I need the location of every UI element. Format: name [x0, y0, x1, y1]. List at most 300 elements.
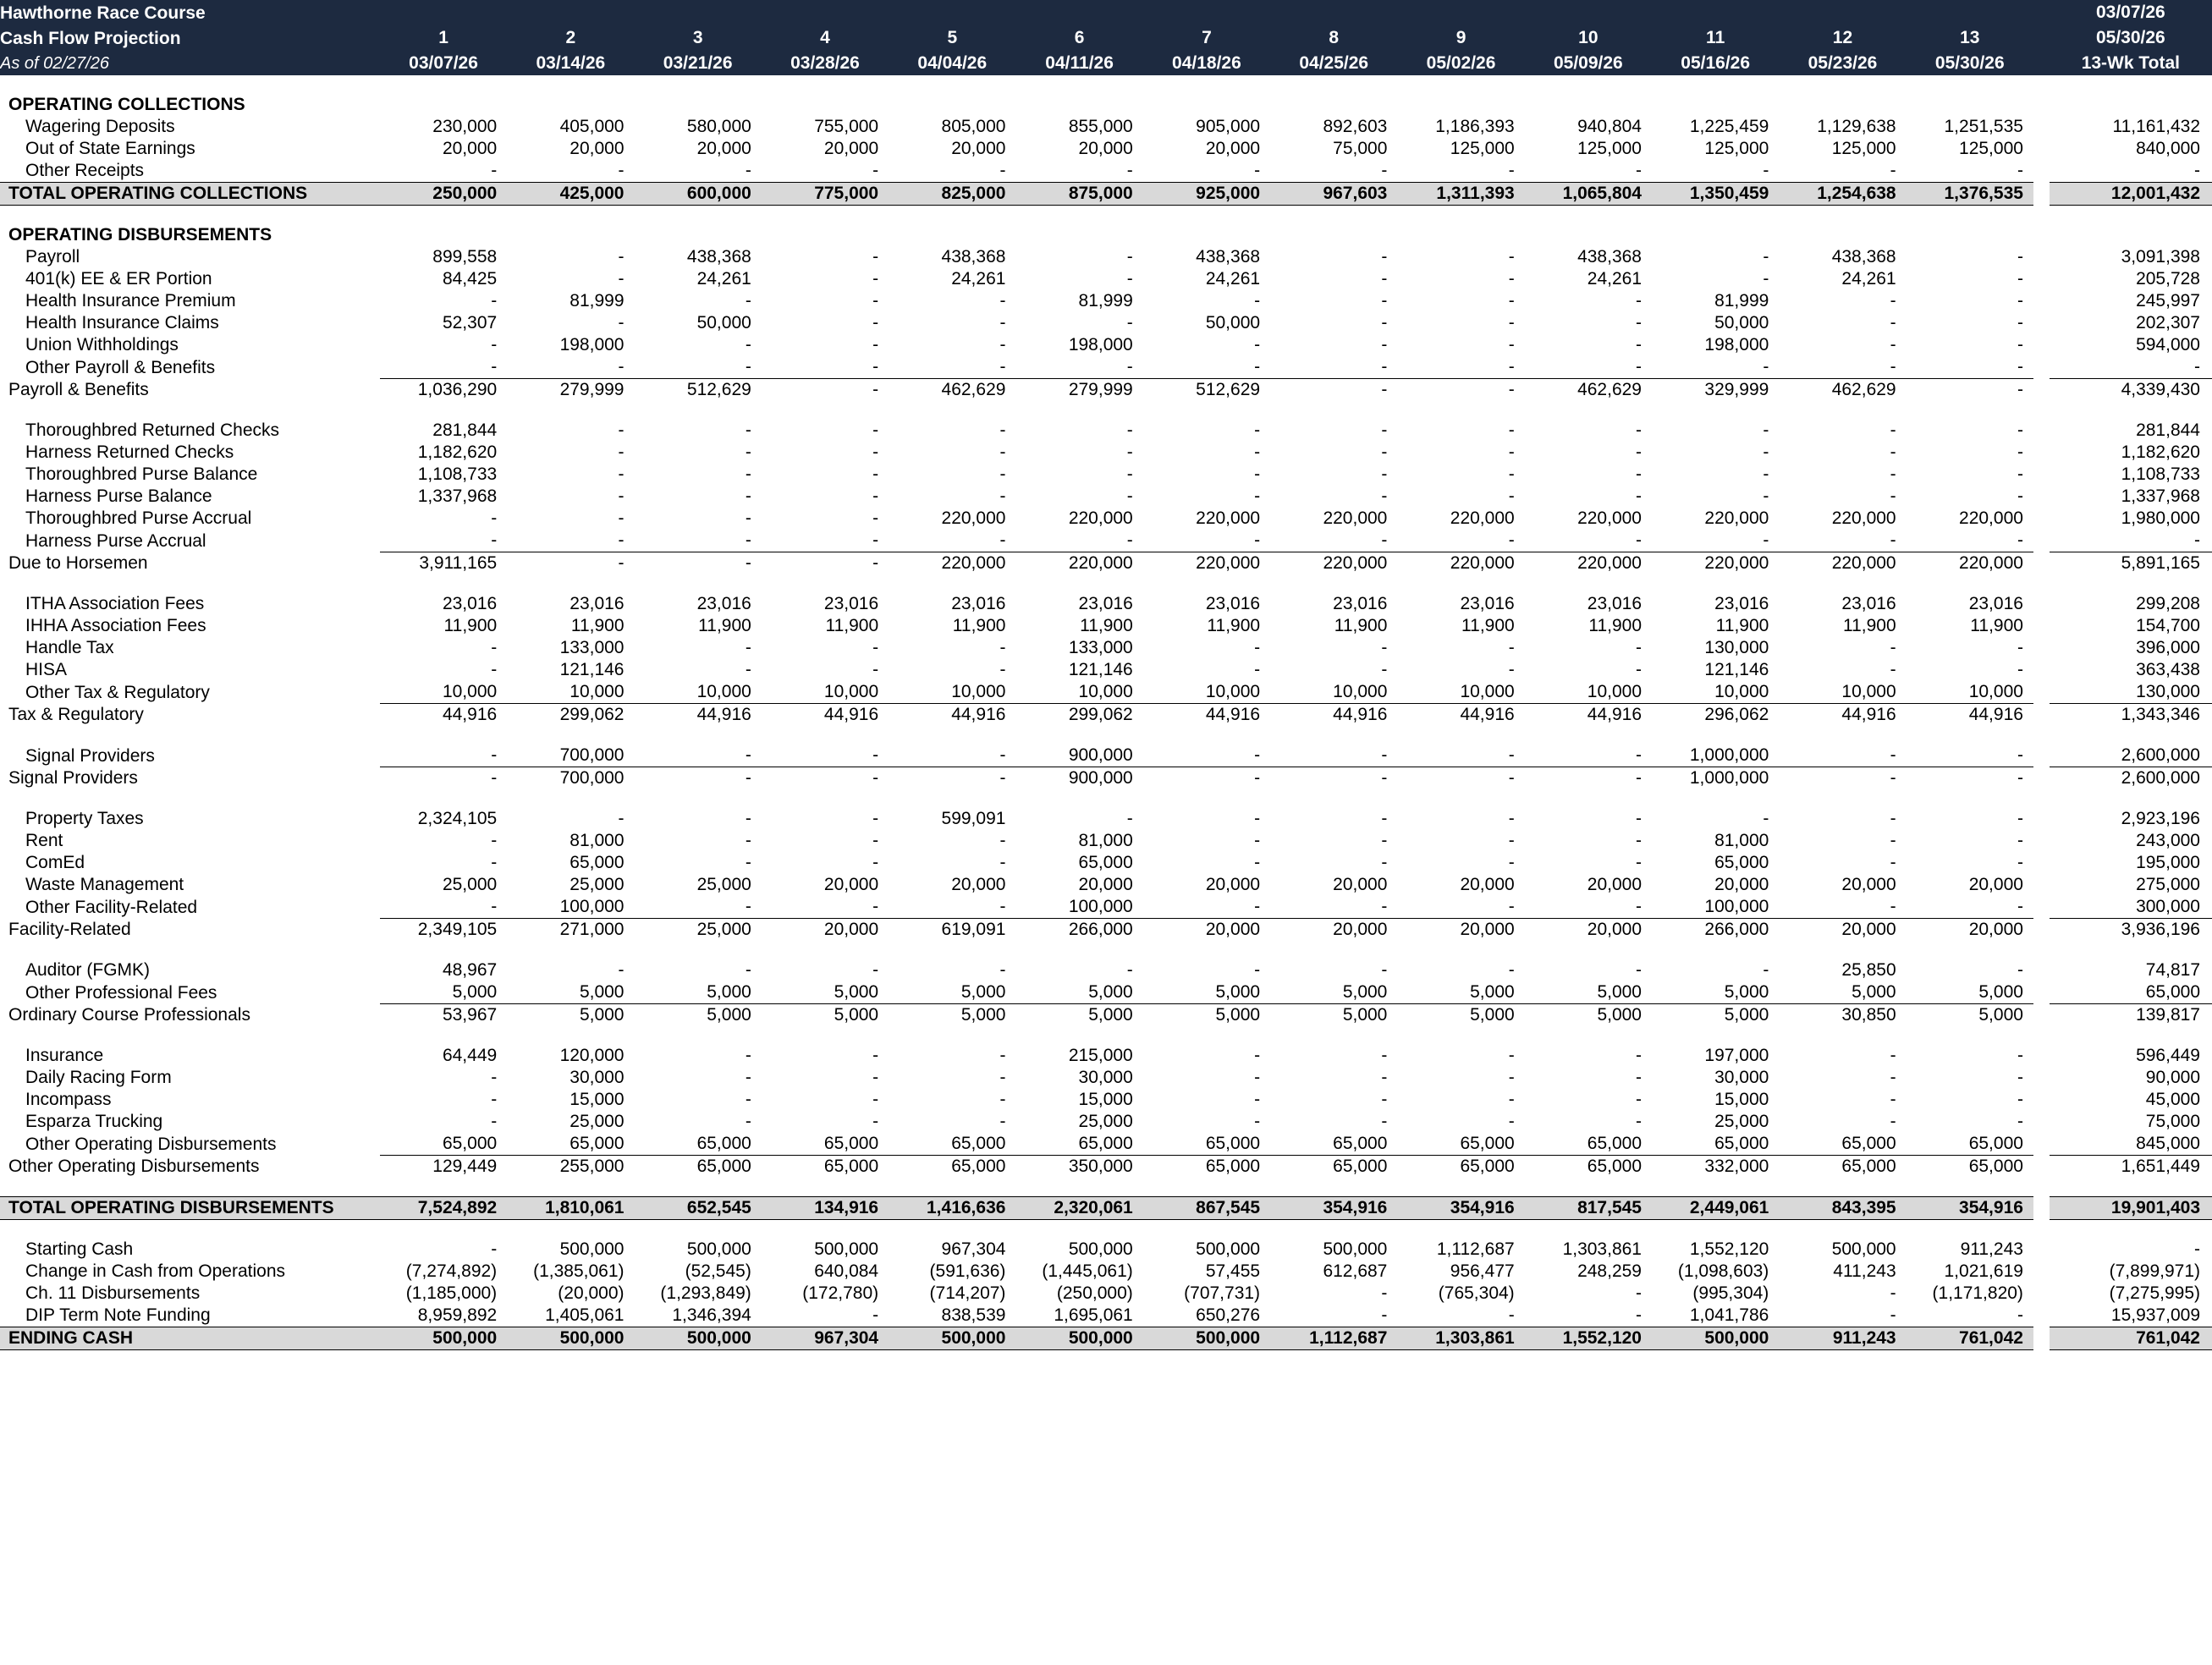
cell: 1,021,619: [1944, 1261, 2023, 1282]
table-row: [0, 959, 2212, 981]
column-header-7: [1143, 0, 1270, 75]
cell: -: [999, 486, 1006, 507]
cell: 875,000: [1015, 183, 1142, 206]
row-total: 139,817: [2050, 1004, 2212, 1027]
entity-name: Hawthorne Race Course: [0, 3, 206, 24]
cell: 825,000: [889, 183, 1015, 206]
cell: 220,000: [1068, 508, 1133, 529]
cell: 911,243: [1779, 1327, 1906, 1350]
table-row: [0, 593, 2212, 615]
cell: -: [2017, 1112, 2023, 1132]
cell: 761,042: [1907, 1327, 2033, 1350]
cell: 48,967: [442, 960, 498, 981]
cell: 1,810,061: [507, 1197, 634, 1220]
row-label: Esparza Trucking: [25, 1112, 163, 1132]
cell: -: [999, 638, 1006, 658]
row-label: ENDING CASH: [0, 1327, 380, 1350]
cell: -: [1763, 357, 1769, 377]
column-header-11: [1652, 0, 1779, 75]
column-header-3: [635, 0, 762, 75]
cell: (1,385,061): [533, 1261, 625, 1282]
cell: 5,000: [1015, 1004, 1142, 1027]
cell: 220,000: [1015, 552, 1142, 575]
row-total: -: [2194, 1239, 2200, 1260]
cell: -: [1508, 1112, 1515, 1132]
cell: -: [380, 767, 507, 790]
cell: 100,000: [1704, 897, 1769, 917]
table-row: [0, 681, 2212, 704]
cell: -: [1381, 442, 1388, 463]
cell: -: [1890, 420, 1896, 441]
row-total: 281,844: [2136, 420, 2200, 441]
cell: 350,000: [1015, 1156, 1142, 1179]
cell: -: [1381, 897, 1388, 917]
cell: -: [491, 897, 498, 917]
cell: 121,146: [1704, 660, 1769, 680]
cell: -: [872, 660, 879, 680]
cell: -: [745, 638, 751, 658]
cell: 10,000: [570, 682, 625, 702]
row-label: Starting Cash: [25, 1239, 134, 1260]
row-label: Harness Purse Balance: [25, 486, 212, 507]
cell: -: [1254, 291, 1261, 311]
header-gap: [2033, 0, 2050, 75]
cell: 215,000: [1068, 1046, 1133, 1066]
column-header-2: [507, 0, 634, 75]
cell: -: [1126, 313, 1133, 333]
cell: 1,552,120: [1525, 1327, 1652, 1350]
row-total: 11,161,432: [2112, 117, 2200, 137]
cell: 230,000: [432, 117, 498, 137]
spacer-row: [0, 574, 2212, 593]
cell: 512,629: [1143, 379, 1270, 402]
table-row: [0, 745, 2212, 767]
cell: 50,000: [1205, 313, 1261, 333]
cell: -: [1126, 486, 1133, 507]
table-row: [0, 486, 2212, 508]
cell: 619,091: [889, 919, 1015, 942]
cell: 512,629: [635, 379, 762, 402]
cell: 25,000: [570, 875, 625, 895]
cell: 44,916: [1397, 704, 1524, 727]
cell: 500,000: [635, 1327, 762, 1350]
cell: -: [745, 660, 751, 680]
cell: 20,000: [1841, 875, 1896, 895]
cell: 2,324,105: [417, 809, 498, 829]
row-label: Harness Returned Checks: [25, 442, 234, 463]
cell: 81,000: [1078, 831, 1133, 851]
cell: 11,900: [1715, 616, 1769, 636]
cell: 1,000,000: [1689, 745, 1769, 766]
cell: -: [2017, 313, 2023, 333]
cell: -: [872, 1090, 879, 1110]
column-number: 6: [1074, 27, 1085, 47]
cell: 65,000: [1587, 1134, 1642, 1154]
table-row: [0, 160, 2212, 183]
row-total: 202,307: [2136, 313, 2200, 333]
cell: 5,000: [1215, 982, 1261, 1003]
column-number: 7: [1202, 27, 1212, 47]
cell: -: [1636, 464, 1642, 485]
cell: (250,000): [1056, 1283, 1133, 1304]
cell: -: [1636, 530, 1642, 551]
cell: 24,261: [696, 269, 751, 289]
column-number: 5: [947, 27, 958, 47]
cell: 1,186,393: [1435, 117, 1515, 137]
cell: -: [872, 247, 879, 267]
cell: 805,000: [941, 117, 1006, 137]
cell: -: [1381, 291, 1388, 311]
cell: 580,000: [686, 117, 751, 137]
row-total: 5,891,165: [2050, 552, 2212, 575]
cell: 967,304: [941, 1239, 1006, 1260]
cell: -: [872, 269, 879, 289]
cell: 30,000: [570, 1068, 625, 1088]
cell: 125,000: [1450, 139, 1515, 159]
cell: -: [1508, 464, 1515, 485]
cell: 899,558: [432, 247, 498, 267]
cell: -: [1508, 442, 1515, 463]
cell: -: [1381, 1112, 1388, 1132]
cell: 8,959,892: [417, 1305, 498, 1326]
cell: -: [491, 161, 498, 181]
cell: 65,000: [442, 1134, 498, 1154]
cell: 20,000: [1587, 875, 1642, 895]
cell: -: [1254, 464, 1261, 485]
cell: -: [1907, 767, 2033, 790]
cell: 220,000: [1143, 552, 1270, 575]
cell: -: [1763, 269, 1769, 289]
cell: 125,000: [1577, 139, 1642, 159]
column-header-10: [1525, 0, 1652, 75]
column-date: 03/07/26: [409, 52, 478, 73]
row-label: TOTAL OPERATING DISBURSEMENTS: [0, 1197, 380, 1220]
cell: 911,243: [1960, 1239, 2023, 1260]
column-number: 13: [1960, 27, 1980, 47]
cell: -: [762, 767, 889, 790]
table-row: [0, 981, 2212, 1004]
cell: -: [745, 442, 751, 463]
cell: 220,000: [1704, 508, 1769, 529]
cell: -: [1890, 809, 1896, 829]
cell: 25,000: [1078, 1112, 1133, 1132]
cell: -: [1381, 357, 1388, 377]
column-header-8: [1270, 0, 1397, 75]
cell: 25,000: [442, 875, 498, 895]
cell: -: [999, 291, 1006, 311]
cell: -: [1636, 1068, 1642, 1088]
cell: -: [1890, 357, 1896, 377]
cell: -: [745, 357, 751, 377]
cell: -: [872, 313, 879, 333]
cell: -: [1508, 1305, 1515, 1326]
cell: 20,000: [1078, 139, 1133, 159]
cell: 65,000: [696, 1134, 751, 1154]
cell: 1,337,968: [417, 486, 498, 507]
cell: 281,844: [432, 420, 498, 441]
cell: 5,000: [889, 1004, 1015, 1027]
cell: -: [1381, 313, 1388, 333]
cell: 10,000: [1968, 682, 2023, 702]
cell: -: [1381, 486, 1388, 507]
cell: 940,804: [1577, 117, 1642, 137]
cell: 125,000: [1959, 139, 2023, 159]
cell: -: [2017, 1046, 2023, 1066]
cell: 65,000: [1333, 1134, 1388, 1154]
cell: 5,000: [1652, 1004, 1779, 1027]
row-total: 154,700: [2136, 616, 2200, 636]
cell: -: [1636, 853, 1642, 873]
cell: (1,098,603): [1677, 1261, 1769, 1282]
cell: -: [872, 335, 879, 355]
cell: 133,000: [1068, 638, 1133, 658]
cell: 5,000: [1342, 982, 1388, 1003]
cell: -: [618, 269, 625, 289]
cell: 612,687: [1323, 1261, 1388, 1282]
row-label: Wagering Deposits: [25, 117, 175, 137]
cell: -: [872, 745, 879, 766]
cell: -: [618, 357, 625, 377]
cell: -: [491, 357, 498, 377]
cell: 650,276: [1196, 1305, 1261, 1326]
column-header-12: [1779, 0, 1906, 75]
cell: -: [872, 291, 879, 311]
cell: -: [1763, 530, 1769, 551]
cell: 5,000: [1397, 1004, 1524, 1027]
cell: 500,000: [1196, 1239, 1261, 1260]
cell: 775,000: [762, 183, 889, 206]
cell: 5,000: [1724, 982, 1769, 1003]
cell: -: [1381, 1283, 1388, 1304]
cell: 2,349,105: [380, 919, 507, 942]
cell: 462,629: [1779, 379, 1906, 402]
cell: -: [1890, 161, 1896, 181]
column-header-6: [1015, 0, 1142, 75]
cell: -: [1270, 379, 1397, 402]
table-row: [0, 138, 2212, 160]
cell: 121,146: [559, 660, 625, 680]
cell: -: [618, 313, 625, 333]
cell: 65,000: [570, 1134, 625, 1154]
row-total: 396,000: [2136, 638, 2200, 658]
cell: 500,000: [686, 1239, 751, 1260]
cell: 10,000: [1587, 682, 1642, 702]
section-heading-operating-collections: [0, 94, 2212, 116]
spacer-row: [0, 75, 2212, 94]
cell: -: [872, 357, 879, 377]
cell: 1,129,638: [1817, 117, 1896, 137]
cell: 817,545: [1525, 1197, 1652, 1220]
cell: -: [491, 638, 498, 658]
cell: 1,000,000: [1652, 767, 1779, 790]
cell: 84,425: [442, 269, 498, 289]
cell: -: [872, 831, 879, 851]
cell: 198,000: [559, 335, 625, 355]
row-total: 1,651,449: [2050, 1156, 2212, 1179]
cell: 1,254,638: [1779, 183, 1906, 206]
cell: 500,000: [1652, 1327, 1779, 1350]
cell: -: [1397, 379, 1524, 402]
cell: 271,000: [507, 919, 634, 942]
cell: -: [1381, 960, 1388, 981]
cell: 25,000: [696, 875, 751, 895]
cell: -: [999, 530, 1006, 551]
cell: -: [1126, 464, 1133, 485]
row-total: 3,936,196: [2050, 919, 2212, 942]
cell: 1,695,061: [1054, 1305, 1133, 1326]
cell: 1,108,733: [417, 464, 498, 485]
row-label: Other Facility-Related: [25, 897, 198, 917]
cell: -: [491, 1112, 498, 1132]
cell: 5,000: [960, 982, 1006, 1003]
cell: -: [1254, 530, 1261, 551]
row-total: 1,182,620: [2121, 442, 2200, 463]
cell: 500,000: [507, 1327, 634, 1350]
section-title: OPERATING COLLECTIONS: [8, 95, 245, 115]
row-total: 19,901,403: [2050, 1197, 2212, 1220]
cell: 20,000: [1205, 139, 1261, 159]
cell: 65,000: [1525, 1156, 1652, 1179]
total-operating-collections-row: [0, 183, 2212, 206]
cell: 20,000: [1270, 919, 1397, 942]
cell: 23,016: [1587, 594, 1642, 614]
cell: -: [2017, 960, 2023, 981]
cell: -: [745, 335, 751, 355]
cell: 411,243: [1833, 1261, 1896, 1282]
cell: 100,000: [559, 897, 625, 917]
cell: 220,000: [1270, 552, 1397, 575]
cell: -: [491, 335, 498, 355]
total-label: 13-Wk Total: [2081, 52, 2180, 73]
cell: 81,000: [570, 831, 625, 851]
cell: 23,016: [823, 594, 879, 614]
cell: -: [2017, 1090, 2023, 1110]
cell: 44,916: [1270, 704, 1397, 727]
cell: -: [2017, 357, 2023, 377]
cell: -: [1508, 291, 1515, 311]
total-start-date: 03/07/26: [2095, 3, 2165, 22]
row-label: Ch. 11 Disbursements: [25, 1283, 201, 1304]
cell: 220,000: [941, 508, 1006, 529]
cell: 20,000: [1078, 875, 1133, 895]
cell: -: [1890, 660, 1896, 680]
cell: 23,016: [1333, 594, 1388, 614]
cell: -: [1508, 809, 1515, 829]
cell: 279,999: [1015, 379, 1142, 402]
column-number: 8: [1329, 27, 1340, 47]
cell: -: [1907, 379, 2033, 402]
cell: 220,000: [1652, 552, 1779, 575]
cell: 75,000: [1333, 139, 1388, 159]
cell: 967,603: [1270, 183, 1397, 206]
cell: 15,000: [570, 1090, 625, 1110]
cell: 220,000: [1196, 508, 1261, 529]
cell: -: [1254, 442, 1261, 463]
cell: 1,225,459: [1689, 117, 1769, 137]
cell: -: [1636, 1112, 1642, 1132]
cell: -: [999, 313, 1006, 333]
cell: -: [491, 853, 498, 873]
cell: -: [618, 508, 625, 529]
cell: -: [2017, 442, 2023, 463]
cell: 354,916: [1907, 1197, 2033, 1220]
row-label: Signal Providers: [25, 745, 155, 766]
row-label: Handle Tax: [25, 638, 114, 658]
table-row: [0, 442, 2212, 464]
row-label: Other Professional Fees: [25, 982, 217, 1003]
cell: -: [745, 464, 751, 485]
cell: 30,000: [1714, 1068, 1769, 1088]
row-total: 3,091,398: [2121, 247, 2200, 267]
cell: 197,000: [1704, 1046, 1769, 1066]
cell: -: [2017, 809, 2023, 829]
total-end-date: 05/30/26: [2095, 27, 2165, 47]
cell: -: [1763, 486, 1769, 507]
cell: 10,000: [1460, 682, 1515, 702]
cell: 20,000: [823, 139, 879, 159]
cell: 11,900: [698, 616, 751, 636]
cell: -: [1254, 1046, 1261, 1066]
cell: 20,000: [696, 139, 751, 159]
cell: -: [1126, 247, 1133, 267]
cell: -: [1254, 1090, 1261, 1110]
cell: -: [999, 464, 1006, 485]
cell: -: [1508, 831, 1515, 851]
cell: -: [1508, 486, 1515, 507]
cell: 10,000: [696, 682, 751, 702]
cell: 838,539: [941, 1305, 1006, 1326]
column-date: 03/28/26: [790, 52, 860, 73]
table-row: [0, 615, 2212, 637]
cell: 65,000: [1460, 1134, 1515, 1154]
cell: 133,000: [559, 638, 625, 658]
cell: 5,000: [507, 1004, 634, 1027]
cell: -: [1381, 1046, 1388, 1066]
cell: -: [1636, 1283, 1642, 1304]
spacer-row: [0, 1178, 2212, 1197]
cell: -: [618, 161, 625, 181]
cell: -: [1763, 442, 1769, 463]
cell: -: [1636, 960, 1642, 981]
cell: -: [745, 420, 751, 441]
cell: -: [1381, 809, 1388, 829]
cell: 5,000: [1470, 982, 1515, 1003]
cell: 65,000: [1078, 853, 1133, 873]
cell: 125,000: [1831, 139, 1896, 159]
cell: -: [1126, 161, 1133, 181]
cell: -: [491, 530, 498, 551]
table-row: [0, 334, 2212, 356]
cell: 11,900: [570, 616, 625, 636]
cell: -: [999, 1112, 1006, 1132]
cell: 967,304: [762, 1327, 889, 1350]
cell: -: [1636, 809, 1642, 829]
cell: -: [872, 530, 879, 551]
subtotal-tax-regulatory: [0, 704, 2212, 727]
cell: -: [999, 1046, 1006, 1066]
cell: -: [1126, 420, 1133, 441]
cell: -: [872, 464, 879, 485]
row-label: DIP Term Note Funding: [25, 1305, 211, 1326]
cell: 600,000: [635, 183, 762, 206]
cell: 299,062: [507, 704, 634, 727]
cell: -: [745, 831, 751, 851]
cell: -: [1779, 767, 1906, 790]
cell: 500,000: [1143, 1327, 1270, 1350]
cell: 11,900: [1334, 616, 1388, 636]
cell: 44,916: [380, 704, 507, 727]
cell: 1,311,393: [1397, 183, 1524, 206]
